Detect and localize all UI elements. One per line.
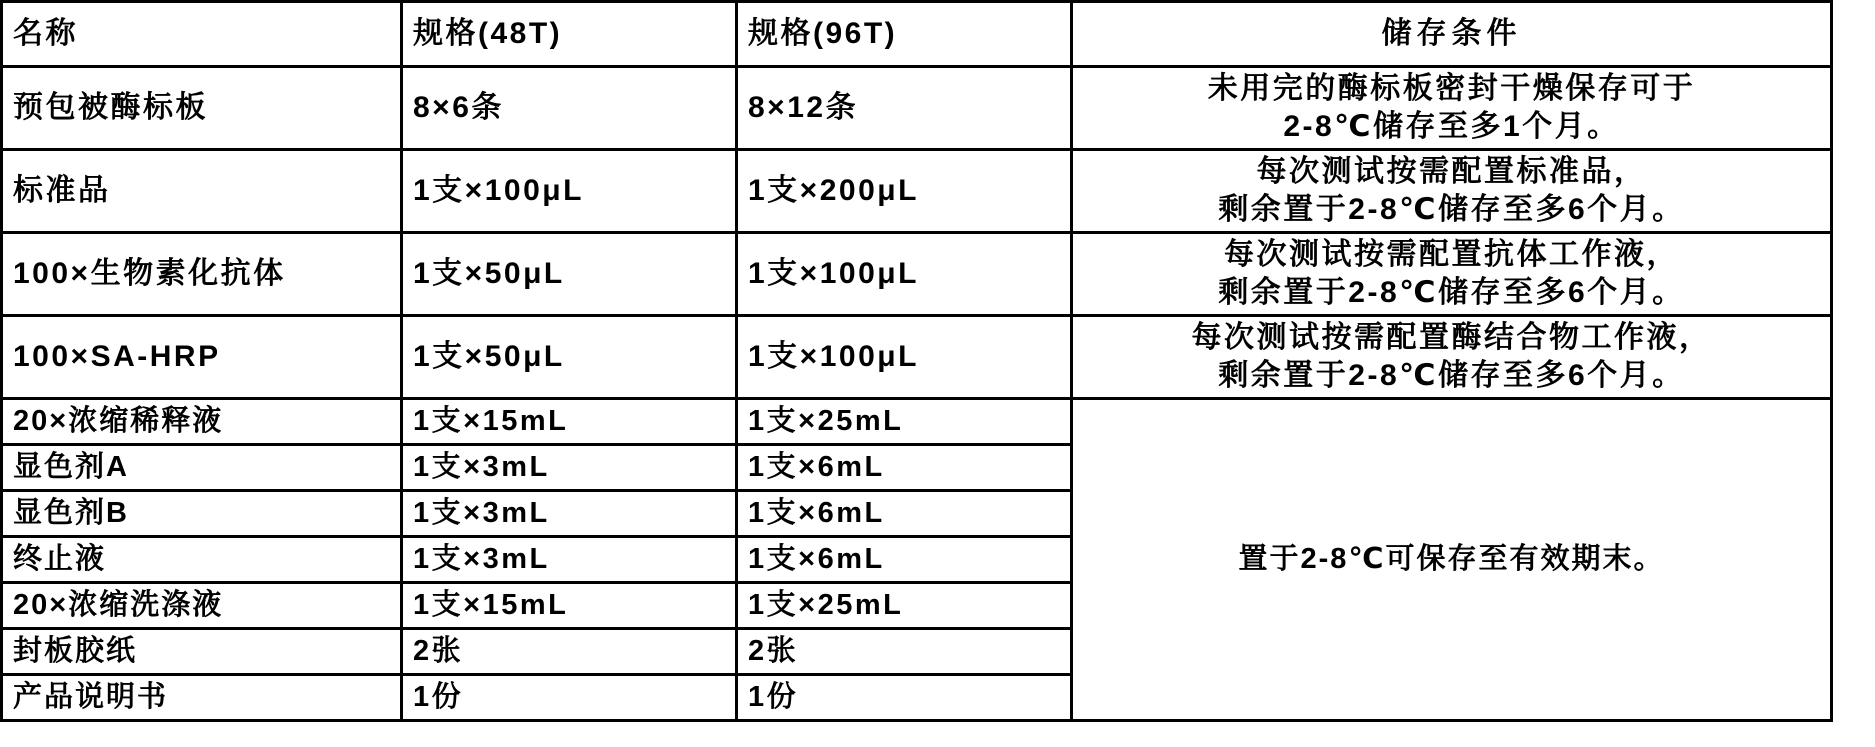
cell-component-name: 终止液: [2, 537, 402, 583]
table-header-row: [2, 2, 1832, 67]
cell-spec-48t: 1份: [402, 675, 737, 721]
cell-spec-96t: 2张: [737, 629, 1072, 675]
cell-spec-48t: 1支×3mL: [402, 537, 737, 583]
cell-spec-96t: 1支×100μL: [737, 316, 1072, 399]
cell-component-name: 显色剂B: [2, 491, 402, 537]
storage-line-2: 2-8℃储存至多1个月。: [1283, 110, 1620, 143]
cell-spec-96t: 1支×25mL: [737, 583, 1072, 629]
storage-line-1: 每次测试按需配置酶结合物工作液，: [1191, 320, 1712, 354]
column-header-name: 名称: [2, 2, 402, 67]
cell-component-name: 产品说明书: [2, 675, 402, 721]
cell-spec-48t: 1支×50μL: [402, 233, 737, 316]
cell-component-name: 封板胶纸: [2, 629, 402, 675]
cell-storage-merged: 置于2-8℃可保存至有效期末。: [1072, 399, 1832, 721]
cell-spec-96t: 1支×100μL: [737, 233, 1072, 316]
storage-line-2: 剩余置于2-8℃储存至多6个月。: [1218, 193, 1685, 226]
cell-spec-48t: 1支×15mL: [402, 583, 737, 629]
cell-component-name: 显色剂A: [2, 445, 402, 491]
cell-component-name: 20×浓缩稀释液: [2, 399, 402, 445]
cell-spec-96t: 1支×6mL: [737, 491, 1072, 537]
table-row: [2, 233, 1832, 316]
storage-line-2: 剩余置于2-8℃储存至多6个月。: [1218, 359, 1685, 392]
cell-storage: [1072, 67, 1832, 150]
cell-spec-96t: 1份: [737, 675, 1072, 721]
cell-spec-48t: 1支×100μL: [402, 150, 737, 233]
storage-line-2: 剩余置于2-8℃储存至多6个月。: [1218, 276, 1685, 309]
cell-spec-48t: 1支×50μL: [402, 316, 737, 399]
column-header-storage: 储存条件: [1072, 2, 1832, 67]
table-header: [2, 2, 1832, 67]
column-header-spec-96t: 规格(96T): [737, 2, 1072, 67]
cell-spec-48t: 1支×3mL: [402, 445, 737, 491]
cell-spec-48t: 2张: [402, 629, 737, 675]
cell-component-name: 100×生物素化抗体: [2, 233, 402, 316]
cell-spec-96t: 1支×6mL: [737, 445, 1072, 491]
cell-component-name: 100×SA-HRP: [2, 316, 402, 399]
cell-spec-48t: 1支×15mL: [402, 399, 737, 445]
cell-spec-96t: 1支×25mL: [737, 399, 1072, 445]
column-header-spec-48t: 规格(48T): [402, 2, 737, 67]
table-row: [2, 399, 1832, 445]
cell-storage: [1072, 233, 1832, 316]
cell-component-name: 20×浓缩洗涤液: [2, 583, 402, 629]
table-row: [2, 316, 1832, 399]
table-row: [2, 67, 1832, 150]
cell-spec-96t: 1支×6mL: [737, 537, 1072, 583]
cell-component-name: 预包被酶标板: [2, 67, 402, 150]
table-row: [2, 150, 1832, 233]
cell-storage: [1072, 150, 1832, 233]
cell-spec-96t: 8×12条: [737, 67, 1072, 150]
cell-spec-96t: 1支×200μL: [737, 150, 1072, 233]
table-body: [2, 67, 1832, 721]
storage-line-1: 未用完的酶标板密封干燥保存可于: [1207, 71, 1696, 105]
cell-spec-48t: 8×6条: [402, 67, 737, 150]
storage-line-1: 每次测试按需配置抗体工作液，: [1224, 237, 1679, 271]
cell-spec-48t: 1支×3mL: [402, 491, 737, 537]
storage-line-1: 每次测试按需配置标准品，: [1256, 154, 1647, 188]
cell-storage: [1072, 316, 1832, 399]
cell-component-name: 标准品: [2, 150, 402, 233]
